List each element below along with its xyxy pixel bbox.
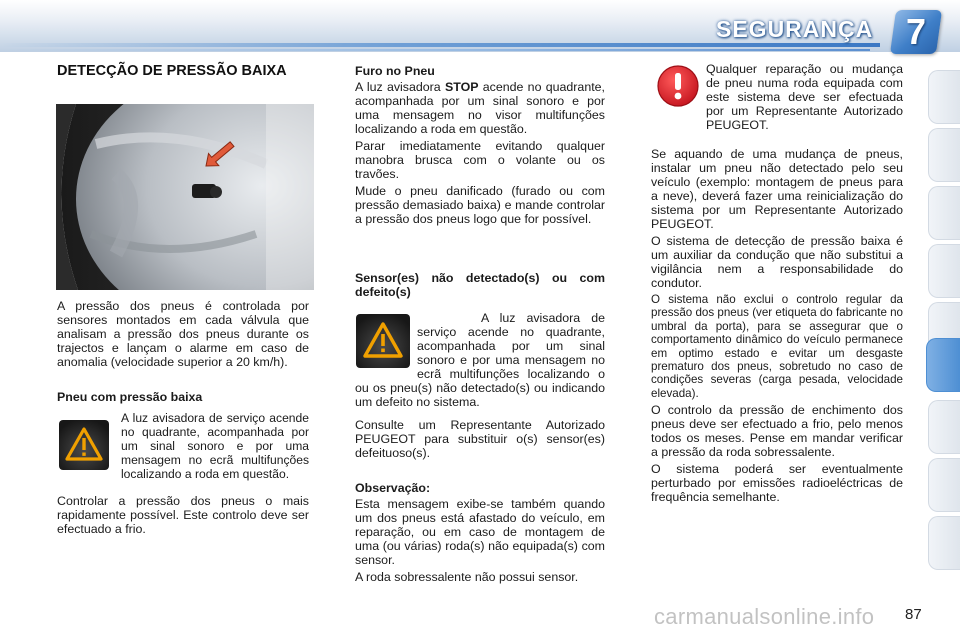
- cold-check-paragraph: O controlo da pressão de enchimento dos pneus deve ser efectuado a frio, pelo menos todos os meses. Pense em mandar verificar a pressão da roda sobressalente.: [651, 403, 903, 460]
- flat-tyre-paragraph: A luz avisadora STOP acende no quadrante, acompanhada por um sinal sonoro e por uma mensagem no visor multifunções localizando a roda em questão.: [355, 80, 605, 136]
- service-warning-light: [59, 420, 109, 470]
- watermark: carmanualsonline.info: [654, 604, 875, 629]
- subheading-low-pressure: Pneu com pressão baixa: [57, 390, 203, 404]
- sensor-fault-text: [355, 311, 605, 412]
- intro-paragraph: A pressão dos pneus é controlada por sensores montados em cada válvula que analisam a pressão dos pneus durante os trajectos e lançam o alarme em caso de anomalia (velocidade superior a 20 km/h).: [57, 299, 309, 369]
- spare-wheel-paragraph: A roda sobressalente não possui sensor.: [355, 570, 579, 584]
- chapter-tab[interactable]: [928, 400, 960, 454]
- stop-label: STOP: [444, 80, 479, 94]
- column-1: [57, 299, 309, 372]
- stop-immediately-paragraph: Parar imediatamente evitando qualquer manobra brusca com o volante ou os travões.: [355, 139, 605, 181]
- reinit-paragraph: Se aquando de uma mudança de pneus, instalar um pneu não detectado pelo seu veículo (exemplo: montagem de pneus para a neve), deverá fazer uma reinicialização do sistema por um Representante Autorizado PEUGEOT.: [651, 147, 903, 231]
- sensor-fault-paragraph: A luz avisadora de serviço acende no quadrante, acompanhada por um sinal sonoro e por uma mensagem no ecrã multifunções localizando o ou os pneu(s) não detectado(s) ou indicando um defeito no sistema.: [355, 311, 605, 409]
- chapter-tab[interactable]: [928, 244, 960, 298]
- driving-aid-paragraph: O sistema de detecção de pressão baixa é um auxiliar da condução que não substitui a vigilância nem a responsabilidade do condutor.: [651, 234, 903, 290]
- wheel-image: [56, 104, 314, 290]
- observation-text: [355, 497, 605, 587]
- chapter-tab[interactable]: [928, 516, 960, 570]
- chapter-tab[interactable]: [928, 128, 960, 182]
- warning-text-low-pressure: A luz avisadora de serviço acende no quadrante, acompanhada por um sinal sonoro e por uma mensagem no ecrã multifunções localizando a roda em questão.: [121, 411, 309, 481]
- heading-observation: Observação:: [355, 481, 431, 495]
- header-stripe-thin: [0, 49, 870, 51]
- chapter-tab[interactable]: [928, 186, 960, 240]
- observation-paragraph: Esta mensagem exibe-se também quando um dos pneus está afastado do veículo, em reparação, ou em caso de montagem de uma (ou várias) roda(s) não equipada(s) com sensor.: [355, 497, 605, 567]
- consult-dealer-paragraph: Consulte um Representante Autorizado PEUGEOT para substituir o(s) sensor(es) defeituoso(s).: [355, 418, 605, 460]
- heading-flat-tyre: Furo no Pneu: [355, 64, 435, 78]
- heading-sensor-fault: Sensor(es) não detectado(s) ou com defeito(s): [355, 271, 605, 299]
- chapter-tab-active[interactable]: [926, 338, 960, 392]
- stop-warning-icon: [656, 64, 700, 108]
- warning-triangle-icon: [59, 420, 109, 470]
- column-2: [355, 80, 605, 229]
- chapter-number: 7: [905, 11, 927, 52]
- dealer-repair-text: Qualquer reparação ou mudança de pneu numa roda equipada com este sistema deve ser efectuada por um Representante Autorizado PEUGEOT.: [706, 62, 903, 132]
- regular-check-paragraph: O sistema não exclui o controlo regular da pressão dos pneus (ver etiqueta do fabricante no umbral da porta), para se assegurar que o comportamento dinâmico do veículo permanece em optimo estado e evitar um desgaste prematuro dos pneus, sobretudo no caso de condições severas (carga pesada, velocidade elevada).: [651, 293, 904, 400]
- page-number: 87: [905, 606, 922, 623]
- chapter-tabs: [928, 70, 960, 580]
- section-title: DETECÇÃO DE PRESSÃO BAIXA: [57, 63, 287, 79]
- chapter-title: SEGURANÇA: [716, 16, 874, 42]
- interference-paragraph: O sistema poderá ser eventualmente perturbado por emissões radioeléctricas de frequência semelhante.: [651, 462, 903, 505]
- header-stripe: [0, 43, 880, 47]
- chapter-tab[interactable]: [928, 70, 960, 124]
- change-tyre-paragraph: Mude o pneu danificado (furado ou com pressão demasiado baixa) e mande controlar a pressão dos pneus logo que for possível.: [355, 184, 605, 226]
- check-paragraph: Controlar a pressão dos pneus o mais rapidamente possível. Este controlo deve ser efectuado a frio.: [57, 494, 309, 536]
- column-3: [651, 147, 903, 507]
- chapter-tab[interactable]: [928, 458, 960, 512]
- exclamation-icon: [656, 64, 700, 108]
- wheel-sensor-photo: [56, 104, 314, 290]
